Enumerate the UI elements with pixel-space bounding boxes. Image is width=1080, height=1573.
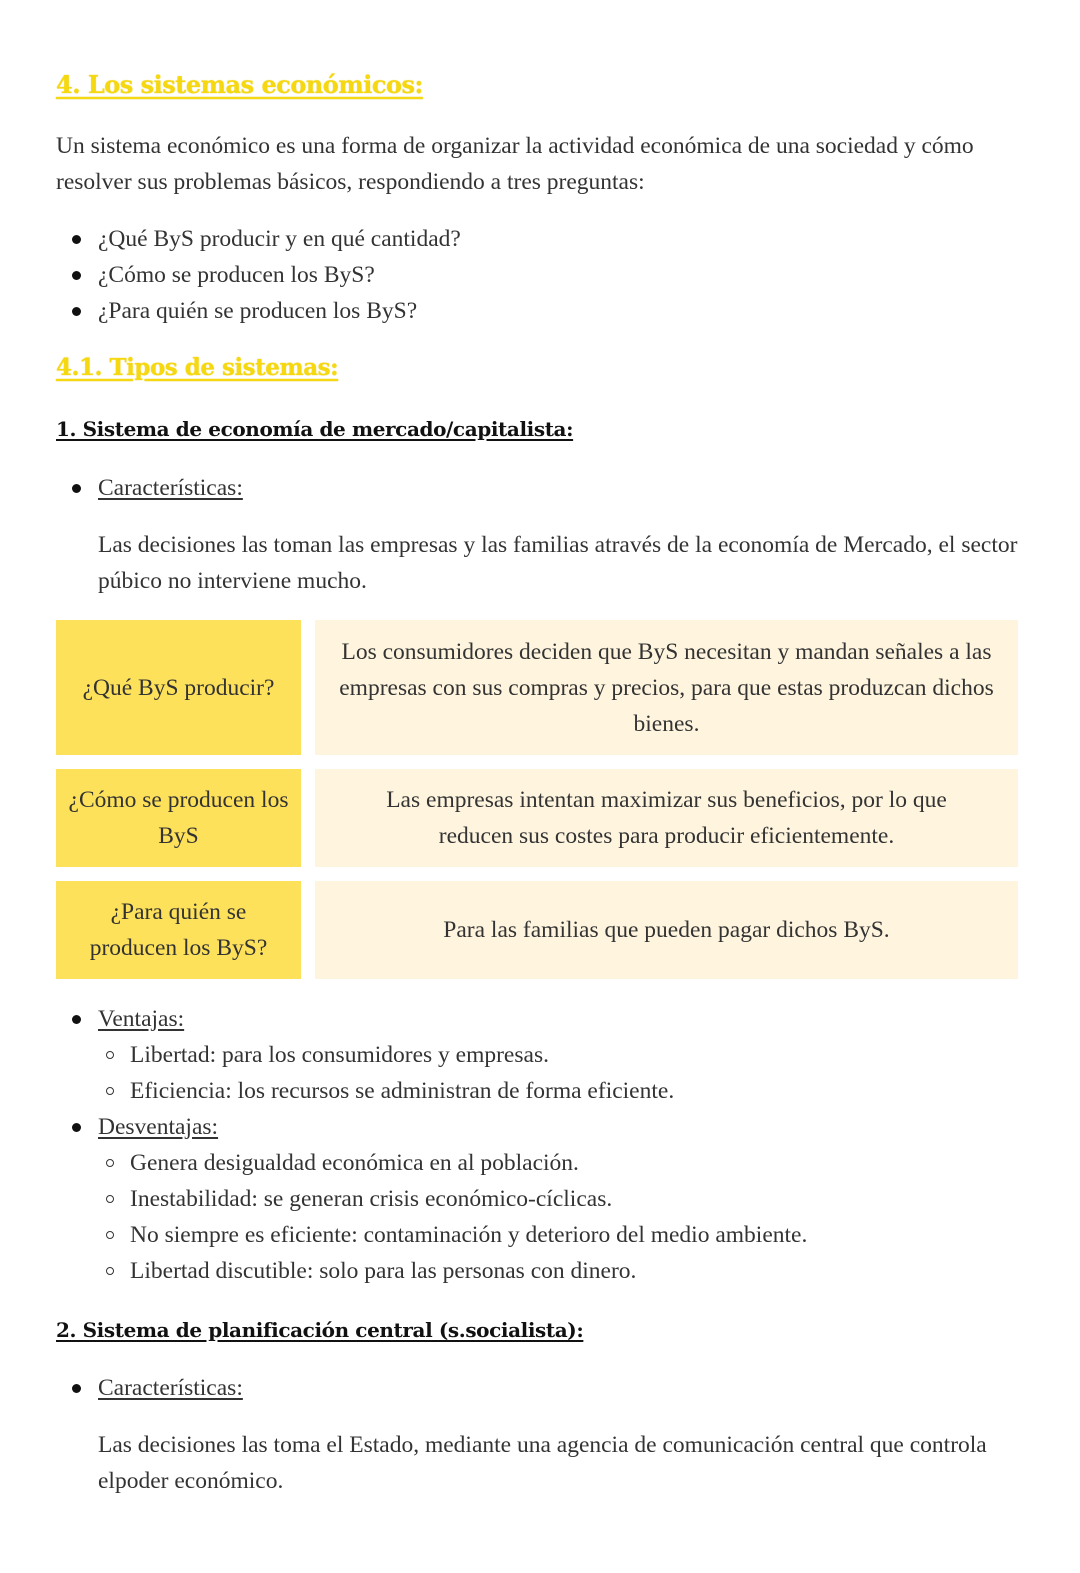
question-text: ¿Cómo se producen los ByS? [98, 261, 375, 288]
questions-list [72, 221, 461, 329]
question-text: ¿Qué ByS producir y en qué cantidad? [98, 225, 461, 252]
disadvantage-text: Libertad discutible: solo para las personas con dinero. [130, 1257, 637, 1284]
characteristics-label: Características: [98, 1374, 243, 1401]
list-item [106, 1037, 807, 1073]
list-item [72, 1370, 243, 1406]
advantages-label: Ventajas: [98, 1005, 185, 1032]
table-answer-cell: Las empresas intentan maximizar sus beneficios, por lo que reducen sus costes para producir eficientemente. [315, 769, 1018, 867]
question-text: ¿Para quién se producen los ByS? [98, 297, 418, 324]
bullet-icon [72, 484, 81, 493]
bullet-icon [72, 1123, 81, 1132]
bullet-icon [72, 307, 81, 316]
system1-title: 1. Sistema de economía de mercado/capitalista: [56, 417, 574, 441]
list-item [106, 1073, 807, 1109]
circle-bullet-icon [106, 1195, 114, 1203]
disadvantages-label: Desventajas: [98, 1113, 219, 1140]
list-item [106, 1253, 807, 1289]
disadvantage-text: Genera desigualdad económica en al población. [130, 1149, 579, 1176]
system2-characteristics [72, 1370, 243, 1406]
bullet-icon [72, 235, 81, 244]
advantage-text: Eficiencia: los recursos se administran de forma eficiente. [130, 1077, 675, 1104]
system2-characteristics-text: Las decisiones las toma el Estado, mediante una agencia de comunicación central que controla elpoder económico. [98, 1432, 987, 1494]
characteristics-label: Características: [98, 474, 243, 501]
system1-characteristics-text: Las decisiones las toman las empresas y las familias através de la economía de Mercado, el sector púbico no interviene mucho. [98, 532, 1018, 594]
list-item [72, 293, 461, 329]
list-item [72, 257, 461, 293]
disadvantage-text: Inestabilidad: se generan crisis económico-cíclicas. [130, 1185, 613, 1212]
table-question-cell: ¿Para quién se producen los ByS? [56, 881, 301, 979]
system2-title: 2. Sistema de planificación central (s.socialista): [56, 1318, 584, 1342]
bullet-icon [72, 1015, 81, 1024]
advantage-text: Libertad: para los consumidores y empresas. [130, 1041, 549, 1068]
circle-bullet-icon [106, 1231, 114, 1239]
system1-characteristics [72, 470, 243, 506]
table-answer-cell: Para las familias que pueden pagar dichos ByS. [315, 881, 1018, 979]
section-title: 4. Los sistemas económicos: [56, 70, 423, 99]
list-item [72, 1001, 807, 1037]
bullet-icon [72, 1384, 81, 1393]
list-item [106, 1181, 807, 1217]
list-item [106, 1145, 807, 1181]
circle-bullet-icon [106, 1267, 114, 1275]
circle-bullet-icon [106, 1087, 114, 1095]
circle-bullet-icon [106, 1051, 114, 1059]
table-question-cell: ¿Qué ByS producir? [56, 620, 301, 755]
pros-cons-list [72, 1001, 807, 1289]
subsection-title: 4.1. Tipos de sistemas: [56, 354, 339, 381]
intro-paragraph: Un sistema económico es una forma de organizar la actividad económica de una sociedad y cómo resolver sus problemas básicos, respondiendo a tres preguntas: [56, 133, 974, 195]
disadvantage-text: No siempre es eficiente: contaminación y deterioro del medio ambiente. [130, 1221, 808, 1248]
table-question-cell: ¿Cómo se producen los ByS [56, 769, 301, 867]
list-item [72, 1109, 807, 1145]
list-item [72, 470, 243, 506]
bullet-icon [72, 271, 81, 280]
circle-bullet-icon [106, 1159, 114, 1167]
list-item [106, 1217, 807, 1253]
table-answer-cell: Los consumidores deciden que ByS necesitan y mandan señales a las empresas con sus compras y precios, para que estas produzcan dichos bienes. [315, 620, 1018, 755]
list-item [72, 221, 461, 257]
